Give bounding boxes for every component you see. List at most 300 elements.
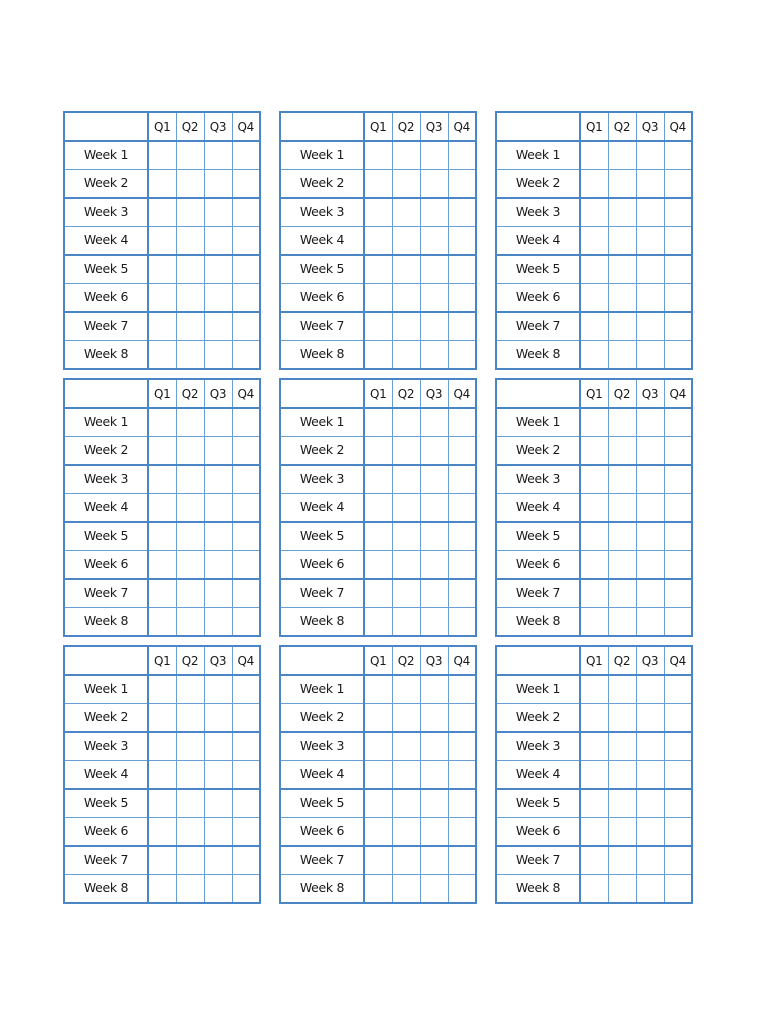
week-label: Week 2 [496, 704, 580, 733]
entry-cell [364, 875, 392, 904]
entry-cell [392, 846, 420, 875]
week-row [280, 875, 476, 904]
entry-cell [580, 170, 608, 199]
entry-cell [176, 761, 204, 790]
entry-cell [176, 227, 204, 256]
week-label: Week 4 [496, 227, 580, 256]
week-row [280, 198, 476, 227]
week-row [64, 437, 260, 466]
week-row [496, 608, 692, 637]
entry-cell [148, 675, 176, 704]
week-row [496, 789, 692, 818]
entry-cell [580, 494, 608, 523]
entry-cell [636, 198, 664, 227]
entry-cell [664, 846, 692, 875]
entry-cell [364, 341, 392, 370]
week-label: Week 1 [280, 675, 364, 704]
entry-cell [580, 255, 608, 284]
week-row [496, 198, 692, 227]
entry-cell [392, 255, 420, 284]
weekly-quarter-table [495, 378, 693, 637]
entry-cell [232, 522, 260, 551]
week-label: Week 5 [496, 255, 580, 284]
entry-cell [176, 312, 204, 341]
week-label: Week 6 [496, 284, 580, 313]
week-label: Week 1 [496, 675, 580, 704]
entry-cell [636, 312, 664, 341]
entry-cell [608, 341, 636, 370]
week-row [64, 846, 260, 875]
entry-cell [176, 437, 204, 466]
quarter-header: Q1 [580, 112, 608, 141]
quarter-header: Q4 [232, 112, 260, 141]
week-row [496, 141, 692, 170]
entry-cell [232, 675, 260, 704]
entry-cell [608, 198, 636, 227]
entry-cell [176, 284, 204, 313]
entry-cell [204, 704, 232, 733]
header-row [496, 112, 692, 141]
week-label: Week 4 [64, 761, 148, 790]
week-row [496, 284, 692, 313]
entry-cell [232, 312, 260, 341]
entry-cell [448, 408, 476, 437]
entry-cell [204, 465, 232, 494]
week-label: Week 3 [496, 465, 580, 494]
entry-cell [608, 818, 636, 847]
quarter-header: Q1 [364, 379, 392, 408]
entry-cell [176, 789, 204, 818]
entry-cell [448, 437, 476, 466]
week-row [280, 818, 476, 847]
week-label: Week 1 [64, 675, 148, 704]
week-label: Week 7 [496, 579, 580, 608]
week-row [64, 141, 260, 170]
entry-cell [176, 408, 204, 437]
entry-cell [636, 227, 664, 256]
entry-cell [448, 284, 476, 313]
quarter-header: Q1 [580, 646, 608, 675]
week-row [280, 170, 476, 199]
entry-cell [176, 522, 204, 551]
entry-cell [392, 579, 420, 608]
quarter-header: Q3 [420, 646, 448, 675]
week-row [280, 579, 476, 608]
header-row [496, 379, 692, 408]
entry-cell [364, 312, 392, 341]
week-label: Week 6 [280, 818, 364, 847]
week-label: Week 1 [280, 408, 364, 437]
entry-cell [420, 818, 448, 847]
week-row [64, 675, 260, 704]
entry-cell [580, 846, 608, 875]
entry-cell [204, 141, 232, 170]
entry-cell [580, 579, 608, 608]
weekly-quarter-table [63, 111, 261, 370]
entry-cell [176, 704, 204, 733]
entry-cell [392, 312, 420, 341]
entry-cell [176, 494, 204, 523]
entry-cell [204, 579, 232, 608]
entry-cell [148, 255, 176, 284]
week-row [496, 312, 692, 341]
entry-cell [448, 789, 476, 818]
entry-cell [608, 846, 636, 875]
week-label: Week 1 [64, 408, 148, 437]
week-row [64, 408, 260, 437]
entry-cell [232, 465, 260, 494]
week-label: Week 3 [496, 198, 580, 227]
week-row [64, 551, 260, 580]
week-label: Week 8 [496, 608, 580, 637]
entry-cell [664, 818, 692, 847]
week-label: Week 3 [64, 198, 148, 227]
header-row [280, 379, 476, 408]
entry-cell [148, 789, 176, 818]
week-row [280, 312, 476, 341]
week-label: Week 3 [64, 465, 148, 494]
quarter-header: Q4 [448, 646, 476, 675]
weekly-quarter-table [495, 645, 693, 904]
entry-cell [204, 875, 232, 904]
entry-cell [448, 704, 476, 733]
entry-cell [448, 761, 476, 790]
week-row [280, 465, 476, 494]
entry-cell [204, 255, 232, 284]
entry-cell [392, 761, 420, 790]
entry-cell [148, 875, 176, 904]
week-row [496, 494, 692, 523]
entry-cell [420, 284, 448, 313]
corner-cell [496, 112, 580, 141]
week-label: Week 3 [280, 198, 364, 227]
entry-cell [420, 465, 448, 494]
entry-cell [420, 789, 448, 818]
entry-cell [608, 789, 636, 818]
entry-cell [608, 675, 636, 704]
entry-cell [636, 579, 664, 608]
entry-cell [664, 437, 692, 466]
week-label: Week 7 [64, 579, 148, 608]
entry-cell [232, 846, 260, 875]
quarter-header: Q3 [420, 379, 448, 408]
week-row [64, 170, 260, 199]
entry-cell [148, 704, 176, 733]
week-row [496, 579, 692, 608]
entry-cell [392, 408, 420, 437]
header-row [64, 112, 260, 141]
entry-cell [232, 170, 260, 199]
entry-cell [392, 732, 420, 761]
week-label: Week 1 [280, 141, 364, 170]
entry-cell [392, 704, 420, 733]
quarter-header: Q1 [148, 112, 176, 141]
entry-cell [636, 551, 664, 580]
week-row [280, 408, 476, 437]
entry-cell [636, 846, 664, 875]
week-label: Week 8 [280, 608, 364, 637]
entry-cell [364, 704, 392, 733]
quarter-header: Q3 [636, 646, 664, 675]
entry-cell [232, 284, 260, 313]
entry-cell [580, 818, 608, 847]
entry-cell [420, 408, 448, 437]
week-row [64, 198, 260, 227]
entry-cell [580, 408, 608, 437]
entry-cell [204, 312, 232, 341]
week-row [280, 227, 476, 256]
entry-cell [580, 875, 608, 904]
quarter-header: Q1 [364, 646, 392, 675]
entry-cell [392, 227, 420, 256]
entry-cell [448, 818, 476, 847]
entry-cell [448, 198, 476, 227]
entry-cell [392, 494, 420, 523]
entry-cell [204, 198, 232, 227]
week-label: Week 6 [496, 551, 580, 580]
week-row [496, 551, 692, 580]
entry-cell [580, 608, 608, 637]
entry-cell [580, 522, 608, 551]
entry-cell [664, 255, 692, 284]
entry-cell [232, 341, 260, 370]
entry-cell [204, 761, 232, 790]
header-row [280, 646, 476, 675]
entry-cell [176, 579, 204, 608]
entry-cell [608, 704, 636, 733]
entry-cell [232, 494, 260, 523]
entry-cell [392, 465, 420, 494]
week-label: Week 2 [64, 437, 148, 466]
entry-cell [608, 551, 636, 580]
entry-cell [392, 437, 420, 466]
week-label: Week 1 [496, 408, 580, 437]
week-row [64, 875, 260, 904]
entry-cell [420, 875, 448, 904]
entry-cell [636, 522, 664, 551]
corner-cell [64, 112, 148, 141]
entry-cell [232, 551, 260, 580]
week-label: Week 8 [496, 875, 580, 904]
entry-cell [148, 170, 176, 199]
entry-cell [608, 465, 636, 494]
entry-cell [392, 170, 420, 199]
entry-cell [204, 818, 232, 847]
week-row [496, 818, 692, 847]
entry-cell [664, 704, 692, 733]
entry-cell [176, 675, 204, 704]
entry-cell [204, 608, 232, 637]
entry-cell [608, 141, 636, 170]
entry-cell [664, 675, 692, 704]
week-label: Week 3 [64, 732, 148, 761]
entry-cell [232, 761, 260, 790]
week-label: Week 2 [496, 437, 580, 466]
entry-cell [664, 551, 692, 580]
weekly-quarter-table [63, 645, 261, 904]
weekly-quarter-table [279, 378, 477, 637]
entry-cell [580, 789, 608, 818]
entry-cell [664, 312, 692, 341]
entry-cell [148, 227, 176, 256]
week-row [64, 704, 260, 733]
entry-cell [664, 170, 692, 199]
week-row [64, 465, 260, 494]
week-label: Week 6 [64, 818, 148, 847]
entry-cell [364, 846, 392, 875]
week-row [64, 608, 260, 637]
entry-cell [580, 675, 608, 704]
entry-cell [420, 846, 448, 875]
entry-cell [448, 522, 476, 551]
quarter-header: Q4 [232, 379, 260, 408]
entry-cell [636, 732, 664, 761]
quarter-header: Q4 [664, 379, 692, 408]
entry-cell [448, 465, 476, 494]
quarter-header: Q2 [392, 112, 420, 141]
entry-cell [636, 465, 664, 494]
entry-cell [364, 579, 392, 608]
quarter-header: Q2 [392, 646, 420, 675]
entry-cell [364, 465, 392, 494]
week-row [64, 494, 260, 523]
quarter-header: Q2 [176, 646, 204, 675]
entry-cell [608, 284, 636, 313]
week-label: Week 6 [280, 551, 364, 580]
corner-cell [496, 379, 580, 408]
entry-cell [664, 465, 692, 494]
week-label: Week 5 [280, 255, 364, 284]
week-row [64, 761, 260, 790]
quarter-header: Q4 [448, 379, 476, 408]
entry-cell [448, 846, 476, 875]
entry-cell [664, 875, 692, 904]
entry-cell [204, 551, 232, 580]
week-label: Week 2 [64, 170, 148, 199]
entry-cell [664, 227, 692, 256]
entry-cell [636, 170, 664, 199]
entry-cell [420, 341, 448, 370]
week-row [280, 732, 476, 761]
week-row [496, 227, 692, 256]
week-label: Week 7 [64, 846, 148, 875]
week-row [496, 465, 692, 494]
quarter-header: Q3 [204, 646, 232, 675]
quarter-header: Q4 [664, 646, 692, 675]
entry-cell [636, 789, 664, 818]
entry-cell [664, 341, 692, 370]
week-label: Week 6 [64, 284, 148, 313]
week-row [280, 789, 476, 818]
week-row [280, 255, 476, 284]
entry-cell [148, 732, 176, 761]
entry-cell [364, 494, 392, 523]
week-row [496, 761, 692, 790]
entry-cell [664, 579, 692, 608]
entry-cell [148, 846, 176, 875]
entry-cell [364, 608, 392, 637]
entry-cell [364, 227, 392, 256]
week-label: Week 7 [280, 846, 364, 875]
week-row [64, 312, 260, 341]
entry-cell [580, 227, 608, 256]
quarter-header: Q1 [580, 379, 608, 408]
week-label: Week 1 [64, 141, 148, 170]
entry-cell [148, 608, 176, 637]
entry-cell [364, 255, 392, 284]
week-label: Week 7 [496, 312, 580, 341]
entry-cell [364, 732, 392, 761]
entry-cell [232, 875, 260, 904]
week-row [496, 704, 692, 733]
week-row [280, 675, 476, 704]
quarter-header: Q4 [664, 112, 692, 141]
entry-cell [148, 579, 176, 608]
entry-cell [448, 170, 476, 199]
entry-cell [364, 170, 392, 199]
entry-cell [176, 875, 204, 904]
entry-cell [580, 761, 608, 790]
entry-cell [420, 761, 448, 790]
week-label: Week 2 [280, 437, 364, 466]
entry-cell [664, 141, 692, 170]
entry-cell [420, 227, 448, 256]
week-label: Week 8 [64, 341, 148, 370]
quarter-header: Q3 [636, 112, 664, 141]
week-row [280, 704, 476, 733]
weekly-quarter-table [279, 111, 477, 370]
quarter-header: Q2 [608, 646, 636, 675]
header-row [64, 379, 260, 408]
week-row [496, 875, 692, 904]
entry-cell [204, 846, 232, 875]
quarter-header: Q3 [204, 112, 232, 141]
entry-cell [204, 675, 232, 704]
week-row [496, 732, 692, 761]
weekly-quarter-table [63, 378, 261, 637]
entry-cell [420, 732, 448, 761]
entry-cell [420, 608, 448, 637]
entry-cell [636, 341, 664, 370]
week-label: Week 1 [496, 141, 580, 170]
entry-cell [148, 341, 176, 370]
corner-cell [64, 379, 148, 408]
entry-cell [608, 494, 636, 523]
week-row [280, 341, 476, 370]
week-row [280, 608, 476, 637]
entry-cell [448, 494, 476, 523]
week-row [280, 846, 476, 875]
entry-cell [448, 255, 476, 284]
entry-cell [580, 551, 608, 580]
quarter-header: Q3 [204, 379, 232, 408]
entry-cell [176, 141, 204, 170]
entry-cell [176, 818, 204, 847]
entry-cell [420, 675, 448, 704]
entry-cell [420, 551, 448, 580]
entry-cell [148, 551, 176, 580]
entry-cell [420, 437, 448, 466]
quarter-header: Q2 [176, 379, 204, 408]
quarter-header: Q2 [608, 379, 636, 408]
week-row [496, 522, 692, 551]
week-label: Week 4 [496, 494, 580, 523]
entry-cell [580, 284, 608, 313]
week-label: Week 6 [280, 284, 364, 313]
entry-cell [232, 818, 260, 847]
entry-cell [664, 608, 692, 637]
week-label: Week 2 [64, 704, 148, 733]
